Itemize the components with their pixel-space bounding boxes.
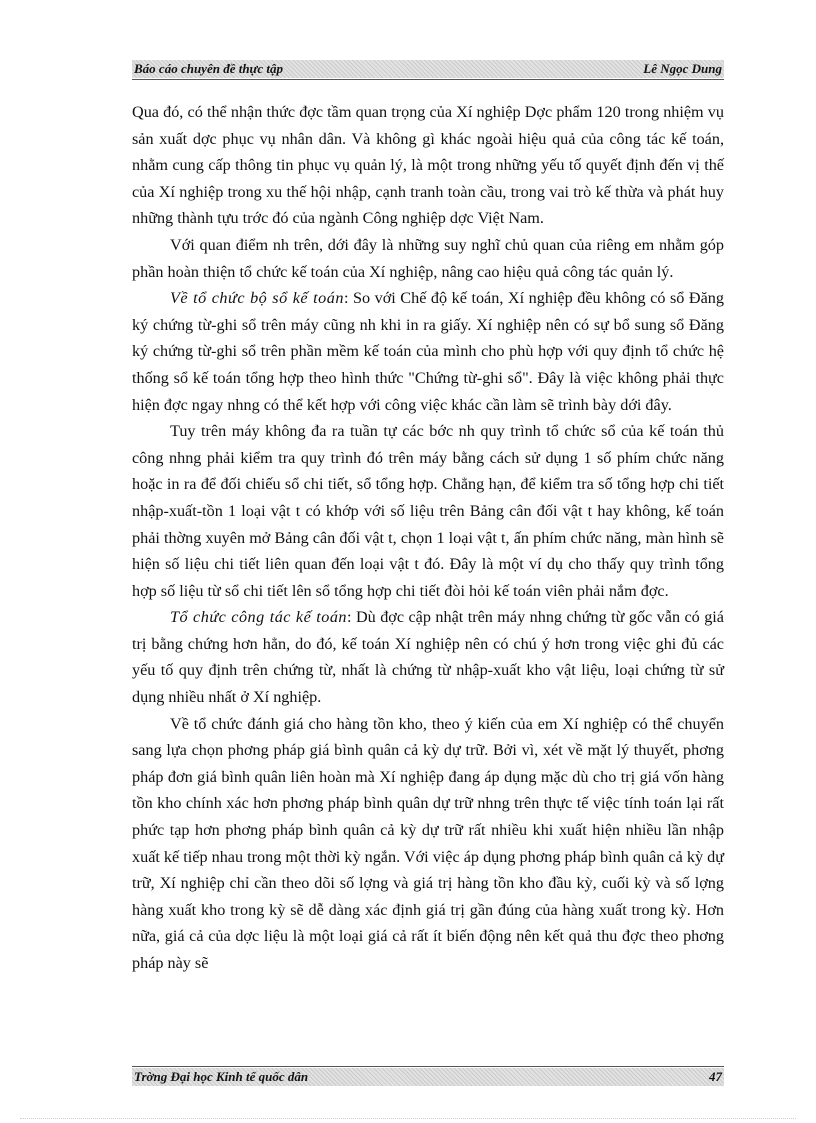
paragraph-5: Tổ chức công tác kế toán: Dù đợc cập nhật trên máy nhng chứng từ gốc vẫn có giá trị bằng chứng hơn hẳn, do đó, kế toán Xí nghiệp nên có chú ý hơn trong việc ghi đủ các yếu tố quy định trên chứng từ, nhất là chứng từ nhập-xuất kho vật liệu, loại chứng từ sử dụng nhiều nhất ở Xí nghiệp.	[132, 608, 724, 707]
paragraph-3: Về tổ chức bộ sổ kế toán: So với Chế độ kế toán, Xí nghiệp đều không có sổ Đăng ký chứng từ-ghi sổ trên máy cũng nh khi in ra giấy. Xí nghiệp nên có sự bổ sung sổ Đăng ký chứng từ-ghi sổ trên phần mềm kế toán của mình cho phù hợp với quy định tổ chức hệ thống sổ kế toán tổng hợp theo hình thức "Chứng từ-ghi sổ". Đây là việc không phải thực hiện đợc ngay nhng có thể kết hợp với công việc khác cần làm sẽ trình bày dới đây.	[132, 289, 724, 414]
paragraph-1: Qua đó, có thể nhận thức đợc tầm quan trọng của Xí nghiệp Dợc phẩm 120 trong nhiệm vụ sản xuất dợc phục vụ nhân dân. Và không gì khác ngoài hiệu quả của công tác kế toán, nhằm cung cấp thông tin phục vụ quản lý, là một trong những yếu tố quyết định đến vị thế của Xí nghiệp trong xu thế hội nhập, cạnh tranh toàn cầu, trong vai trò kế thừa và phát huy những thành tựu trớc đó của ngành Công nghiệp dợc Việt Nam.	[132, 103, 724, 228]
header-author: Lê Ngọc Dung	[643, 61, 722, 76]
page-header	[132, 60, 724, 78]
header-title: Báo cáo chuyên đề thực tập	[134, 61, 283, 76]
page-footer	[132, 1068, 724, 1086]
footer-institution: Trờng Đại học Kinh tế quốc dân	[134, 1069, 309, 1084]
paragraph-6: Về tổ chức đánh giá cho hàng tồn kho, theo ý kiến của em Xí nghiệp có thể chuyển sang lựa chọn phơng pháp giá bình quân cả kỳ dự trữ. Bởi vì, xét về mặt lý thuyết, phơng pháp đơn giá bình quân liên hoàn mà Xí nghiệp đang áp dụng mặc dù cho trị giá vốn hàng tồn kho chính xác hơn phơng pháp bình quân dự trữ nhng trên thực tế việc tính toán lại rất phức tạp hơn phơng pháp bình quân cả kỳ dự trữ rất nhiều khi xuất hiện nhiều lần nhập xuất kế tiếp nhau trong một thời kỳ ngắn. Với việc áp dụng phơng pháp bình quân cả kỳ dự trữ, Xí nghiệp chỉ cần theo dõi số lợng và giá trị hàng tồn kho đầu kỳ, cuối kỳ và số lợng hàng xuất kho trong kỳ sẽ dễ dàng xác định giá trị gần đúng của hàng xuất trong kỳ. Hơn nữa, giá cả của dợc liệu là một loại giá cả rất ít biến động nên kết quả thu đợc theo phơng pháp này sẽ	[132, 714, 724, 972]
paragraph-4: Tuy trên máy không đa ra tuần tự các bớc nh quy trình tổ chức sổ của kế toán thủ công nhng phải kiểm tra quy trình đó trên máy bằng cách sử dụng 1 số phím chức năng hoặc in ra để đối chiếu sổ chi tiết, sổ tổng hợp. Chẳng hạn, để kiểm tra số tổng hợp chi tiết nhập-xuất-tồn 1 loại vật t có khớp với số liệu trên Bảng cân đối vật t hay không, kế toán phải thờng xuyên mở Bảng cân đối vật t, chọn 1 loại vật t, ấn phím chức năng, màn hình sẽ hiện số liệu chi tiết liên quan đến loại vật t đó. Đây là một ví dụ cho thấy quy trình tổng hợp số liệu từ sổ chi tiết lên sổ tổng hợp chi tiết đòi hỏi kế toán viên phải nắm đợc.	[132, 422, 724, 600]
paragraph-2: Với quan điểm nh trên, dới đây là những suy nghĩ chủ quan của riêng em nhằm góp phần hoàn thiện tổ chức kế toán của Xí nghiệp, nâng cao hiệu quả công tác quản lý.	[132, 235, 724, 281]
document-body	[132, 99, 724, 977]
footer-rule	[132, 1066, 724, 1067]
header-rule	[132, 79, 724, 80]
page-edge-divider	[20, 1118, 796, 1119]
section-lead-accounting: Tổ chức công tác kế toán	[170, 608, 348, 627]
page-number: 47	[709, 1069, 722, 1084]
section-lead-ledger: Về tổ chức bộ sổ kế toán	[170, 289, 344, 308]
